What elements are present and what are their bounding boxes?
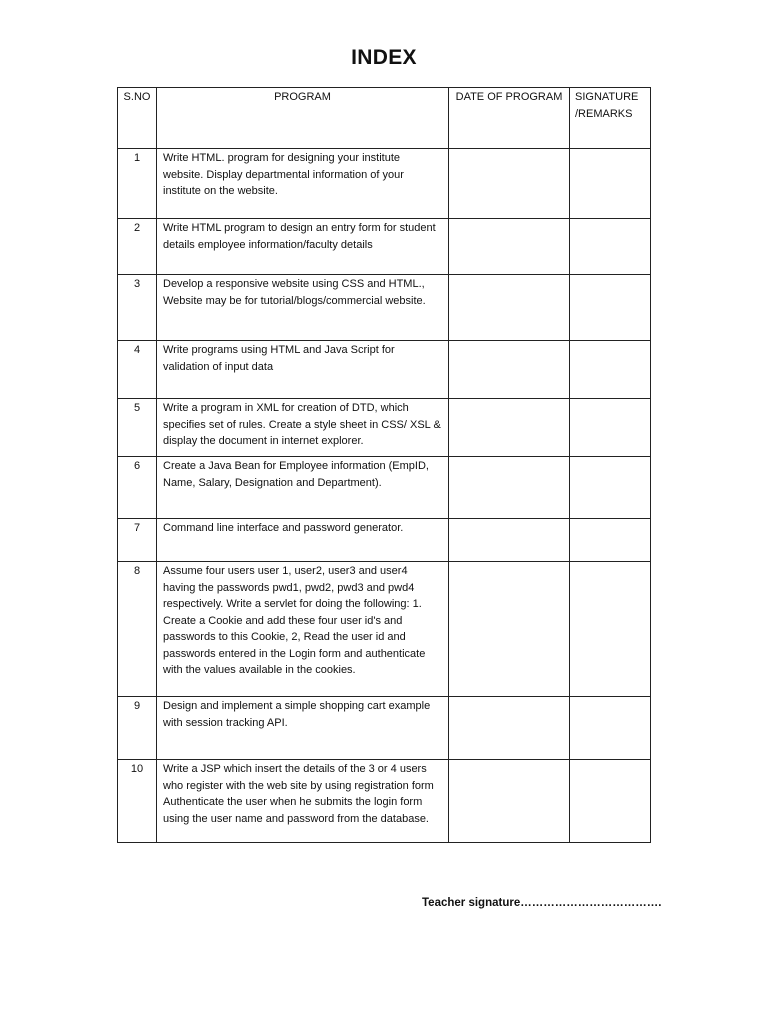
index-table xyxy=(117,87,651,843)
row-sno: 10 xyxy=(118,760,157,843)
row-signature-cell xyxy=(570,697,651,760)
row-date-cell xyxy=(449,399,570,457)
row-program: Command line interface and password generator. xyxy=(157,519,449,562)
teacher-signature-line: Teacher signature………………………………. xyxy=(422,897,662,909)
table-row xyxy=(118,219,651,275)
row-program: Create a Java Bean for Employee information (EmpID, Name, Salary, Designation and Department). xyxy=(157,457,449,519)
row-date-cell xyxy=(449,457,570,519)
row-sno: 7 xyxy=(118,519,157,562)
row-sno: 2 xyxy=(118,219,157,275)
row-program: Write a JSP which insert the details of the 3 or 4 users who register with the web site by using registration form Authenticate the user when he submits the login form using the user name and password from the database. xyxy=(157,760,449,843)
row-sno: 6 xyxy=(118,457,157,519)
row-signature-cell xyxy=(570,219,651,275)
row-program: Design and implement a simple shopping cart example with session tracking API. xyxy=(157,697,449,760)
header-sno: S.NO xyxy=(118,88,157,149)
row-date-cell xyxy=(449,275,570,341)
table-row xyxy=(118,562,651,697)
row-signature-cell xyxy=(570,275,651,341)
row-signature-cell xyxy=(570,457,651,519)
header-signature-line1: SIGNATURE xyxy=(575,91,639,103)
row-signature-cell xyxy=(570,562,651,697)
row-date-cell xyxy=(449,562,570,697)
row-signature-cell xyxy=(570,399,651,457)
row-sno: 1 xyxy=(118,149,157,219)
row-date-cell xyxy=(449,219,570,275)
row-program: Write HTML program to design an entry form for student details employee information/faculty details xyxy=(157,219,449,275)
header-signature-remarks xyxy=(570,88,651,149)
row-program: Write HTML. program for designing your institute website. Display departmental information of your institute on the website. xyxy=(157,149,449,219)
row-date-cell xyxy=(449,760,570,843)
row-program: Develop a responsive website using CSS and HTML., Website may be for tutorial/blogs/commercial website. xyxy=(157,275,449,341)
row-sno: 3 xyxy=(118,275,157,341)
table-row xyxy=(118,399,651,457)
row-program: Write a program in XML for creation of DTD, which specifies set of rules. Create a style sheet in CSS/ XSL & display the document in internet explorer. xyxy=(157,399,449,457)
header-signature-line2: /REMARKS xyxy=(575,107,633,120)
row-signature-cell xyxy=(570,149,651,219)
row-sno: 4 xyxy=(118,341,157,399)
table-row xyxy=(118,341,651,399)
header-date-of-program: DATE OF PROGRAM xyxy=(449,88,570,149)
table-row xyxy=(118,275,651,341)
header-program: PROGRAM xyxy=(157,88,449,149)
row-date-cell xyxy=(449,697,570,760)
row-sno: 9 xyxy=(118,697,157,760)
page-title: INDEX xyxy=(351,46,417,69)
row-date-cell xyxy=(449,341,570,399)
table-row xyxy=(118,457,651,519)
row-signature-cell xyxy=(570,519,651,562)
row-program: Write programs using HTML and Java Script for validation of input data xyxy=(157,341,449,399)
row-sno: 5 xyxy=(118,399,157,457)
row-program: Assume four users user 1, user2, user3 and user4 having the passwords pwd1, pwd2, pwd3 and pwd4 respectively. Write a servlet for doing the following: 1. Create a Cookie and add these four user id's and passwords to this Cookie, 2, Read the user id and passwords entered in the Login form and authenticate with the values available in the cookies. xyxy=(157,562,449,697)
table-row xyxy=(118,149,651,219)
table-row xyxy=(118,760,651,843)
table-row xyxy=(118,697,651,760)
row-date-cell xyxy=(449,519,570,562)
table-header-row xyxy=(118,88,651,149)
row-date-cell xyxy=(449,149,570,219)
row-signature-cell xyxy=(570,341,651,399)
table-row xyxy=(118,519,651,562)
row-signature-cell xyxy=(570,760,651,843)
row-sno: 8 xyxy=(118,562,157,697)
